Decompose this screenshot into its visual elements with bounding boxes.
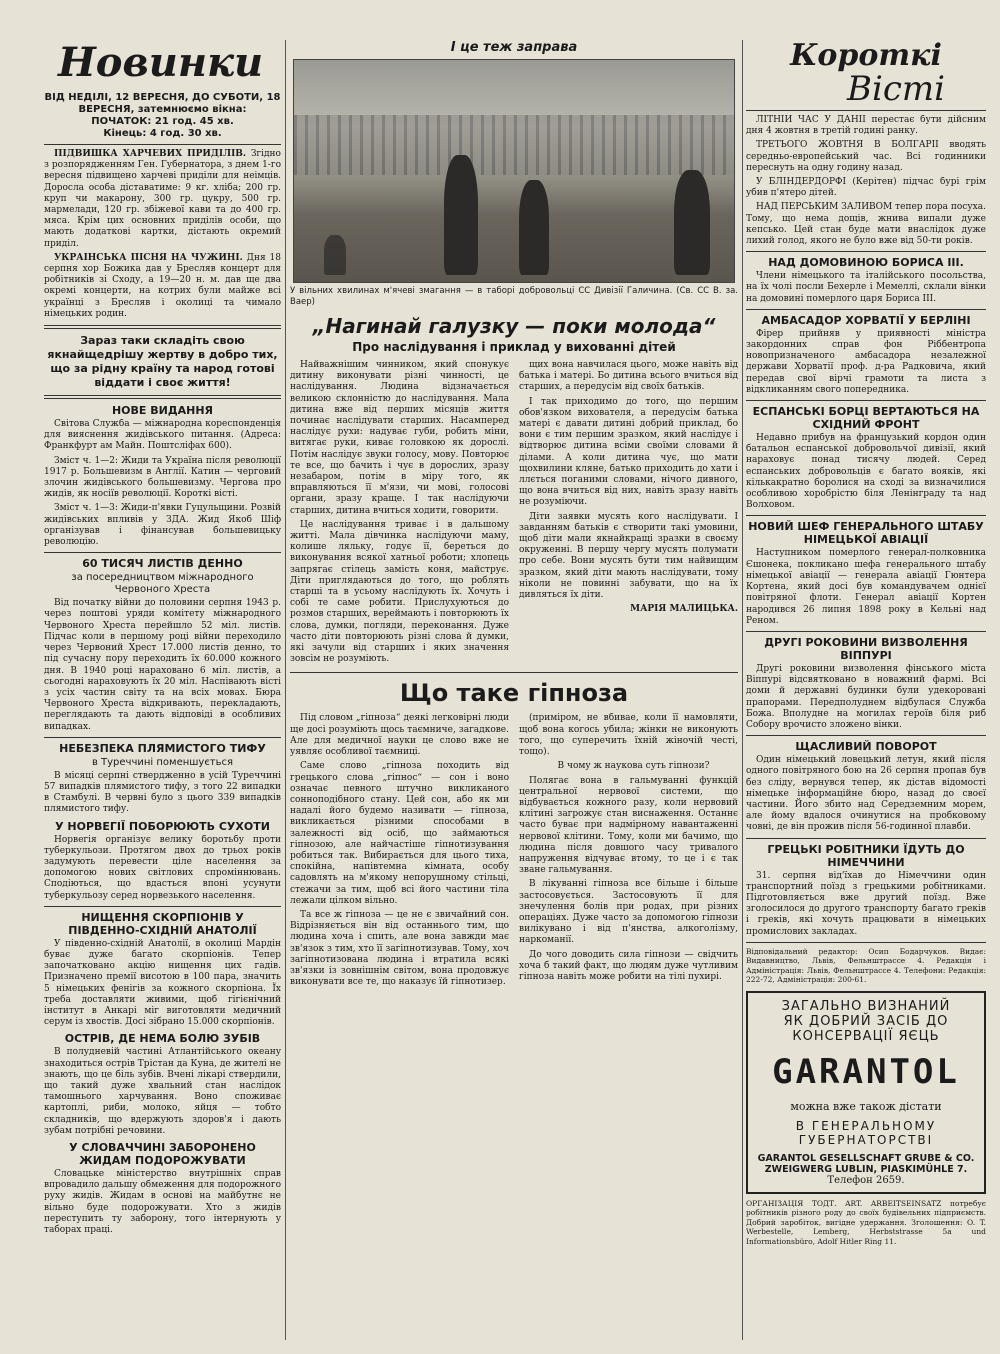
article-text: В полудневій частині Атлантійського океану знаходиться острів Трістан да Куна, де жителі не знають, що це біль зубів. Вчені лікарі ствердили, що такий дуже хвальний стан наслідок тамошнього харчування. Воно споживає картоплі, риби, молоко, яйця — тобто складників, що вдержують здоров'я і дають зубам потрібні речовини. [44,1047,281,1136]
ad-line: ZWEIGWERG LUBLIN, PIASKIMÜHLE 7. [764,1163,968,1175]
article-text: щих вона навчилася цього, може навіть від батька і матері. Бо дитина всього вчиться від старших, а передусім від своїх батьків. [519,360,738,393]
divider [746,838,986,839]
article-text: Дня 18 серпня хор Божика дав у Бресляв концерт для робітників зі Сходу, а 19—20 н. м. дав ще два окремі концерти, на котрих були майже всі українці з Бресляв і околиці та чимало німецьких родин. [44,252,281,319]
headline: УКРАЇНСЬКА ПІСНЯ НА ЧУЖИНІ. [54,252,243,263]
article-text: В місяці серпні ствердженно в усій Туреччині 57 випадків плямистого тифу, з того 22 випадки в Стамбулі. В червні було з цього 339 випадків плямистого тифу. [44,770,281,815]
news-item: НАД ПЕРСЬКИМ ЗАЛИВОМ тепер пора посуха. Тому, що нема дощів, жнива випали дуже кепсько. Цей стан буде мати внаслідок дуже лихий голод, якого не було вже від 50-ти років. [746,202,986,247]
article-subtitle: Про наслідування і приклад у вихованні дітей [352,340,676,354]
article-text: Норвегія організує велику боротьбу проти туберкульози. Протягом двох до трьох років задумують перевести ціле населення за допомогою нових світлових спроміннювань. Сподіються, що вдасться впоні усунути туберкульозу серед норвезького населення. [44,834,281,901]
player-figure [324,235,346,275]
headline: НАД ДОМОВИНОЮ БОРИСА III. [768,256,964,270]
imprint: Відповідальний редактор: Осип Бодарчуков. Видає: Видавництво, Львів, Фельнштрассе 4. Редакція і Адміністрація: Львів, Фельнштрассе 4. Телефони: Редакція: 222-72, Адміністрація: 200-61. [746,946,986,985]
divider [746,515,986,516]
article-text: Один німецький ловецький летун, який після одного повітряного бою на 26 серпня пропав був без сліду, вернувся тепер, як дістав відомості німецьке інформаційне бюро, назад до своєї частини. Його збито над Середземним морем, але йому вдалося очинутися на пробковому човні, де він прожив після 56-годинної плавби. [746,755,986,833]
article-text: Другі роковини визволення фінського міста Віппурі відсвятковано в новажний фармі. Всі доми й державні будинки були удекоровані прапорами. Передполуднем відбулася Служба Божа. Вполудне на могилах героїв біля риб Собору врочисто зложено вінки. [746,663,986,730]
article-text: Під словом „гіпноза“ деякі легковірні люди ще досі розуміють щось таємниче, загадкове. Але для медичної науки це слово вже не уявляє особливої таємниці. [290,713,509,758]
article-text: Згідно з розпорядженням Ген. Губернатора, з днем 1-го вересня підвищено харчеві приділи для неімців. Дорослa особа діставатиме: 9 кг. хліба; 200 гр. круп чи макарону, 300 гр. цукру, 500 гр. мармелади, 120 гр. збіжевої кави та до 400 гр. мяса. Крім цих основних приділів особи, що мають додаткові картки, дістають окремий приділ. [44,149,281,249]
article-title: Що таке гіпноза [399,679,629,708]
article-text: Діти заявки мусять кого наслідувати. І завданням батьків є створити такі умовини, щоб діти мали якнайкращі зразки в своєму окруженні. В першу чергу мусять полумати про себе. Вони мусять бути тим найвищим зразком, який діти мають наслідувати, тому ніколи не повинні забувати, що на їх дивляться їх діти. [519,511,738,601]
article-text: Та все ж гіпноза — це не є звичайний сон. Відрізняється він від останнього тим, що людина хоча і спить, але вона завжди має зв'язок з тим, хто її загіпнотизував. Тому, хоч загіпнотизована людина і втратила всякі зв'язки із зовнішнім світом, вона продовжує виконувати все те, що наказує їй гіпнотизер. [290,909,509,988]
article-text: Словацьке міністерство внутрішніх справ впровадило дальшу обмеження для подорожного руху жидів. Жидам в основі на майбутнє не вільно буде подорожувати. Хто з жидів переступить ту заборону, того інтернують у таборах праці. [44,1169,281,1236]
article-text: Недавно прибув на французький кордон один батальон еспанської добровольчої дивізії, який нараховує понад тисячу людей. Серед еспанських добровольців є багато вояків, які кількакратно боролися на сході за визначилися особливою хоробрістю біля Ленінграду та над Волховом. [746,433,986,511]
article-text: Зміст ч. 1—2: Жиди та Україна після революції 1917 р. Большевизм в Англії. Катин — черговий злочин жидівського большевизму. Чергова про жидів, як носіїв революції. Короткі вісті. [44,455,281,500]
article-text: В лікуванні гіпноза все більше і більше застосовується. Застосовують її для знечулення болів при родах, при різних операціях. Дуже часто за допомогою гіпнози вилікувано і від п'янства, алкоголізму, наркоманії. [519,879,738,946]
headline: НОВИЙ ШЕФ ГЕНЕРАЛЬНОГО ШТАБУ НІМЕЦЬКОЇ АВІАЦІЇ [748,520,984,547]
article-text: Найважнішим чинником, який спонукує дитину виконувати різні чинності, це наслідування. Людина відзначається великою склонністю до наслідування. Мала дитина вже від перших місяців життя починає наслідувати старших. Насамперед наслідує рухи: надуває губи, робить міни, витягає руки, киває головкою як дорослі. Потім наслідує звуки голосу, мову. Повторює те все, що бачить і чує в дорослих, зразу незабаром, потім в міру того, як вправляються її м'язи, чи мові, голосові органи, зразу краще. І так наслідуючи старших, дитина вчиться ходити, говорити. [290,360,509,516]
headline: ПІДВИШКА ХАРЧЕВИХ ПРИДІЛІВ. [54,149,247,159]
photo-caption: У вільних хвилинах м'ячеві змагання — в таборі добровольці СС Дивізії Галичина. (Св. СС В. за. Ваер) [290,286,738,307]
article-text: Наступником померлого генерал-полковника Єшонека, покликано шефа генерального штабу німецької авіації — генерала авіації Гюнтера Кортена, який досі був командувачем однієї повітряної флоти. Генерал авіації Кортен народився 26 липня 1898 року в Кельні над Реном. [746,548,986,626]
article-body [290,360,738,668]
subheadline: в Туреччині поменшується [91,756,234,768]
article-text: У південно-східній Анатолії, в околиці Мардін буває дуже багато скорпіонів. Тепер започатковано акцію нищення цих гадів. Призначено премії висотою в 100 пара, значить 5 німецьких фенігів за кожного скорпіона. Їх треба доставляти живими, щоб гігієнічний інститут в Анкарі міг виготовляти медичний серум із хвостів. Досі зібрано 15.000 скорпіонів. [44,938,281,1028]
blackout-notice [44,92,281,140]
article-text: (приміром, не вбивае, коли її намовляти, щоб вона когось убила; жінки не виконують того, що суперечить їхній жіночій честі, тощо). [519,713,738,758]
player-figure [519,180,549,275]
headline: НИЩЕННЯ СКОРПІОНІВ У ПІВДЕННО-СХІДНІЙ АНАТОЛІЇ [68,910,257,937]
short-news-masthead [746,40,986,109]
divider [44,552,281,553]
todt-notice: ОРГАНІЗАЦІЯ ТОДТ. ART. ARBEITSEINSATZ потребує робітників різного роду до своїх будівельних підприємств. Добрий заробіток, вигідне удержання. Зголошення: O. T. Werbestelle, Lemberg, Herbststrasse 5a und Informationsbüro, Adolf Hitler Ring 11. [746,1198,986,1246]
divider [44,395,281,399]
headline: ЕСПАНСЬКІ БОРЦІ ВЕРТАЮТЬСЯ НА СХІДНИЙ ФРОНТ [752,405,980,432]
divider [746,251,986,252]
article-ukrainian-song [44,253,281,320]
headline: НЕБЕЗПЕКА ПЛЯМИСТОГО ТИФУ [59,741,266,755]
player-figure [444,155,478,275]
article-title: „Нагинай галузку — поки молода“ [312,314,716,338]
headline: НОВЕ ВИДАННЯ [111,404,214,418]
subheadline: за посередництвом міжнародного Червоного Хреста [71,572,254,596]
article-food-rations [44,149,281,250]
divider [746,942,986,943]
garantol-brand: GARANTOL [772,1051,960,1092]
right-column [746,40,986,1340]
headline: ОСТРІВ, ДЕ НЕМА БОЛЮ ЗУБІВ [64,1032,261,1046]
ad-line: можна вже також дістати [790,1099,942,1113]
appeal-box: Зараз таки складіть свою якнайщедрішу жертву в добро тих, що за рідну країну та народ готові віддати і своє життя! [47,334,278,390]
player-figure [674,170,710,275]
column-divider [285,40,286,1340]
divider [44,737,281,738]
ad-line: ГУБЕРНАТОРСТВІ [798,1132,934,1147]
article-text: Від початку війни до половини серпня 1943 р. через поштові уряди комітету міжнародного Червоного Хреста перейшло 52 міл. листів. Підчас коли в першому році війни переходило через Червоний Хрест 17.000 листів денно, то під сучасну пору переходить їх 60.000 кожного дня. В 1940 році нараховано 6 міл. листів, а сьогодні нараховують їх 20 міл. Наспівають вісті з усіх частин світу та на всіх мовах. Бюра Червоного Хреста відкривають, перекладають, переглядають та дають відповіді в особливих випадках. [44,598,281,732]
divider [44,144,281,145]
garantol-advertisement [746,991,986,1194]
article-text: Полягає вона в гальмуванні функцій центральної нервової системи, що відбувається кожного разу, коли нервовий клітині загрожує стан виснаження. Останнє часто буває при надмірному навантаженні нервової клітини. Тому, коли ми бачимо, що людина після довшого часу тривалого напруження відчуває втому, то це і є так зване гальмування. [519,775,738,876]
masthead-line: Вісті [846,69,945,109]
article-text: Члени німецького та італійського посольства, на їх чолі посли Бехерле і Мемеллі, склали вінки на домовині померлого царя Бориса III. [746,271,986,304]
news-item: У БЛІНДЕРДОРФІ (Керітен) підчас бурі грім убив п'ятеро дітей. [746,177,986,199]
blackout-head: ВІД НЕДІЛІ, 12 ВЕРЕСНЯ, ДО СУБОТИ, 18 ВЕРЕСНЯ, затемнюємо вікна: [44,92,281,115]
novynky-masthead: Новинки [58,40,264,86]
ad-line: GARANTOL GESELLSCHAFT GRUBE & CO. [757,1152,975,1164]
divider [746,631,986,632]
headline: ЩАСЛИВИЙ ПОВОРОТ [795,740,937,754]
headline: 60 ТИСЯЧ ЛИСТІВ ДЕННО [82,557,243,571]
article-text: До чого доводить сила гіпнози — свідчить хоча б такий факт, що людям дуже чутливим гіпноза навіть може робити на тілі пухирі. [519,949,738,982]
column-divider [742,40,743,1340]
headline: У СЛОВАЧЧИНІ ЗАБОРОНЕНО ЖИДАМ ПОДОРОЖУВАТИ [69,1141,256,1167]
left-column [44,40,281,1340]
divider [746,110,986,111]
middle-column [290,40,738,1340]
divider [290,672,738,673]
author-signature: МАРІЯ МАЛИЦЬКА. [630,604,738,615]
football-photo [293,59,735,283]
divider [44,325,281,329]
headline: У НОРВЕГІЇ ПОБОРЮЮТЬ СУХОТИ [55,819,270,833]
article-text: Фірер прийняв у приявності міністра закордонних справ фон Ріббентропа новопризначеного амбасадора незалежної держави Хорватії проф. д-ра Радковича, який передав свої вірчі грамоти та листа з відкликанням свого попередника. [746,328,986,395]
ad-line: КОНСЕРВАЦІЇ ЯЄЦЬ [792,1028,940,1044]
headline: ДРУГІ РОКОВИНИ ВИЗВОЛЕННЯ ВІППУРІ [764,635,968,662]
headline: ГРЕЦЬКІ РОБІТНИКИ ЇДУТЬ ДО НІМЕЧЧИНИ [767,842,965,869]
news-item: ЛІТНІЙ ЧАС У ДАНІЇ перестає бути дійсним дня 4 жовтня в третій годині ранку. [746,115,986,137]
ad-line: ЯК ДОБРИЙ ЗАСІБ ДО [783,1013,949,1029]
divider [746,309,986,310]
article-text: Зміст ч. 1—3: Жиди-п'явки Гуцульщини. Розвій жидівських впливів у ЗДА. Жид Якоб Шіф організував і фінансував большевицьку революцію. [44,503,281,548]
ad-line: ЗАГАЛЬНО ВИЗНАНИЙ [781,998,951,1014]
divider [746,400,986,401]
ad-line: Телефон 2659. [827,1174,905,1186]
blackout-end: Кінець: 4 год. 30 хв. [103,128,222,139]
photo-title: І це теж заправа [450,40,578,55]
article-body [290,713,738,991]
divider [44,906,281,907]
article-text: Це наслідування триває і в дальшому житті. Мала дівчинка наслідуючи маму, колише ляльку, годує її, береться до виконування всякої хатньої роботи; хлопець запрягає стілець замість коня, майструє. Діти приглядаються до того, що роблять старші та в усьому наслідують їх. Хочуть і собі те саме робити. Прислухуються до розмов старших, вереймають і повторюють їх слова, думки, погляди, переконання. Дуже часто діти повторюють різні слова й думки, які зачули від старших і яких значення зовсім не розуміють. [290,519,509,665]
article-text: В чому ж наукова суть гіпнози? [557,761,710,772]
blackout-start: ПОЧАТОК: 21 год. 45 хв. [91,116,234,127]
article-text: 31. серпня від'їхав до Німеччини один транспортний поїзд з грецькими робітниками. Підготовляється вже другий поїзд. Вже зголосилося до другого транспорту багато греків і греків, які хочуть працювати в німецьких промислових закладах. [746,870,986,937]
article-text: І так приходимо до того, що першим обов'язком вихователя, а передусім батька матері є давати дитині добрий приклад, бо вони є тим першим зразком, який наслідує і відтворює дитина всіми своїми словами й ділами. А коли дитина чує, що мати щохвилини кляне, батько приходить до хати і ллється поганими словами, нічого дивного, що вона вчиться від них, навіть зразу навіть не розуміючи. [519,396,738,508]
news-item: ТРЕТЬОГО ЖОВТНЯ В БОЛГАРІЇ вводять середньо-европейський час. Всі годинники переснуть на одну годину назад. [746,140,986,173]
masthead-line: Короткі [790,40,942,73]
article-text: Світова Служба — міжнародна кореспонденція для вияснення жидівського питання. (Адреса: Франкфурт ам Майн. Поштсліфах 600). [44,419,281,452]
article-text: Саме слово „гіпноза походить від грецького слова „гіпнос“ — сон і воно означає певного штучно викликаного сонноподібного стану. Цей сон, або як ми надалі його будемо називати — гіпноза, викликається різними способами в залежності від осіб, що займаються гіпнозою, але найчастіше гіпнотизування робиться так. Вибирається для цього тиха, спокійна, напівтемна кімната, особу садовлять на м'якому непорушному стільці, стежачи за тим, щоб всі його частини тіла лежали цілком вільно. [290,761,509,906]
divider [746,735,986,736]
ad-line: В ГЕНЕРАЛЬНОМУ [795,1118,937,1133]
headline: АМБАСАДОР ХОРВАТІЇ У БЕРЛІНІ [761,313,971,327]
